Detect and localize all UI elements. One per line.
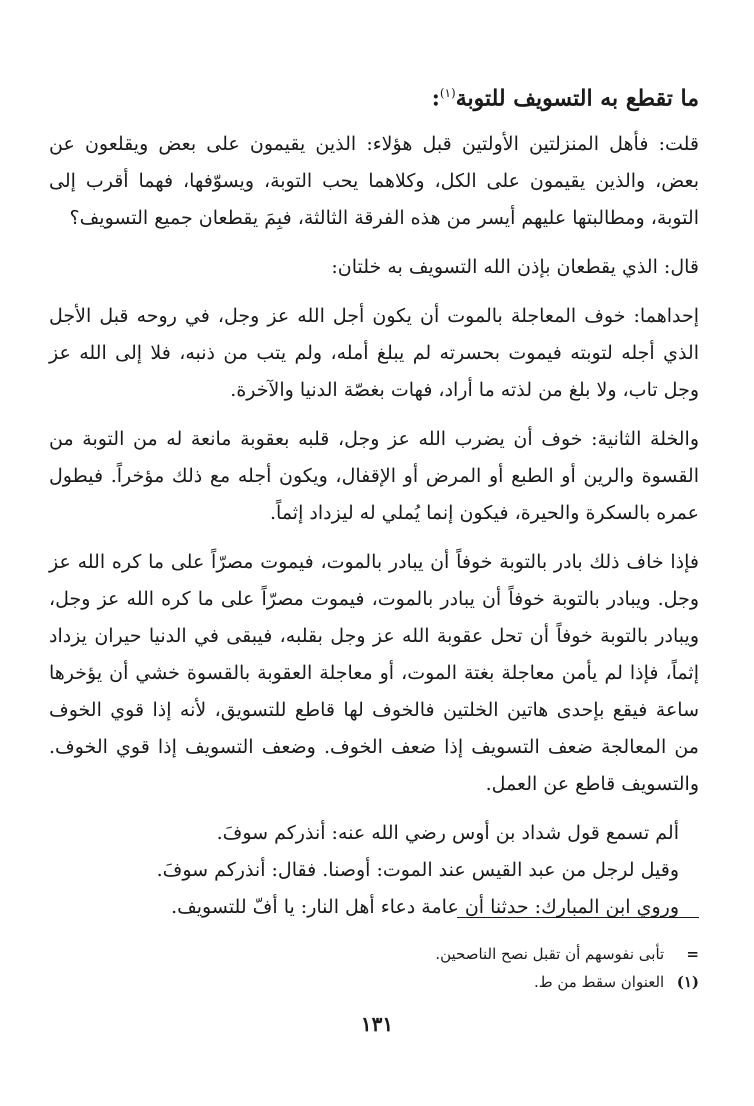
quotes-block xyxy=(49,815,699,926)
footnote-1 xyxy=(49,968,699,996)
quote-line: وروي ابن المبارك: حدثنا أن عامة دعاء أهل النار: يا أفّ للتسويف. xyxy=(171,896,679,918)
footnote-text: العنوان سقط من ط. xyxy=(533,973,665,991)
body-text xyxy=(49,126,699,926)
footnote-text: تأبى نفوسهم أن تقبل نصح الناصحين. xyxy=(435,945,665,963)
page-number: ١٣١ xyxy=(360,1012,394,1036)
section-heading xyxy=(49,78,699,113)
heading-colon: : xyxy=(431,85,440,112)
heading-footnote-ref[interactable]: (١) xyxy=(439,86,456,100)
quote-line: ألم تسمع قول شداد بن أوس رضي الله عنه: أنذركم سوفَ. xyxy=(216,822,679,844)
footnote-divider xyxy=(457,917,699,918)
paragraph-first-trait: إحداهما: خوف المعاجلة بالموت أن يكون أجل الله عز وجل، في روحه قبل الأجل الذي أجله لتوبته فيموت بحسرته لم يبلغ أمله، ولم يتب من ذنبه، فلا إلى الله عز وجل تاب، ولا بلغ من لذته ما أراد، فهات بغصّة الدنيا والآخرة. xyxy=(49,305,699,401)
footnote-mark: = xyxy=(686,945,699,963)
paragraph-answer-intro: قال: الذي يقطعان بإذن الله التسويف به خلتان: xyxy=(331,256,699,278)
footnotes xyxy=(49,940,699,996)
paragraph-second-trait: والخلة الثانية: خوف أن يضرب الله عز وجل، قلبه بعقوبة مانعة له من التوبة من القسوة والرين أو الطبع أو المرض أو الإقفال، ويكون أجله مع ذلك مؤخراً. فيطول عمره بالسكرة والحيرة، فيكون إنما يُملي له ليزداد إثماً. xyxy=(49,428,699,524)
paragraph-question: قلت: فأهل المنزلتين الأولتين قبل هؤلاء: الذين يقيمون على بعض ويقلعون عن بعض، والذين يقيمون على الكل، وكلاهما يحب التوبة، ويسوّفها، فهما أقرب إلى التوبة، ومطالبتها عليهم أيسر من هذه الفرقة الثالثة، فبِمَ يقطعان جميع التسويف؟ xyxy=(49,133,699,229)
heading-title: ما تقطع به التسويف للتوبة xyxy=(455,85,699,112)
footnote-continuation xyxy=(49,940,699,968)
quote-line: وقيل لرجل من عبد القيس عند الموت: أوصنا. فقال: أنذركم سوفَ. xyxy=(156,859,679,881)
paragraph-conclusion: فإذا خاف ذلك بادر بالتوبة خوفاً أن يبادر بالموت، فيموت مصرّاً على ما كره الله عز وجل. ويبادر بالتوبة خوفاً أن يبادر بالموت، فيموت مصرّاً على ما كره الله عز وجل، ويبادر بالتوبة خوفاً أن تحل عقوبة الله عز وجل بقلبه، فيبقى في الدنيا حيران يزداد إثماً، فإذا لم يأمن معاجلة بغتة الموت، أو معاجلة العقوبة بالقسوة خشي أن يؤخرها ساعة فيقع بإحدى هاتين الخلتين فالخوف لها قاطع للتسويق، لأنه إذا قوي الخوف من المعالجة ضعف التسويف إذا ضعف الخوف. وضعف التسويف إذا قوي الخوف. والتسويف قاطع عن العمل. xyxy=(49,551,699,795)
footnote-mark: (١) xyxy=(676,973,699,991)
